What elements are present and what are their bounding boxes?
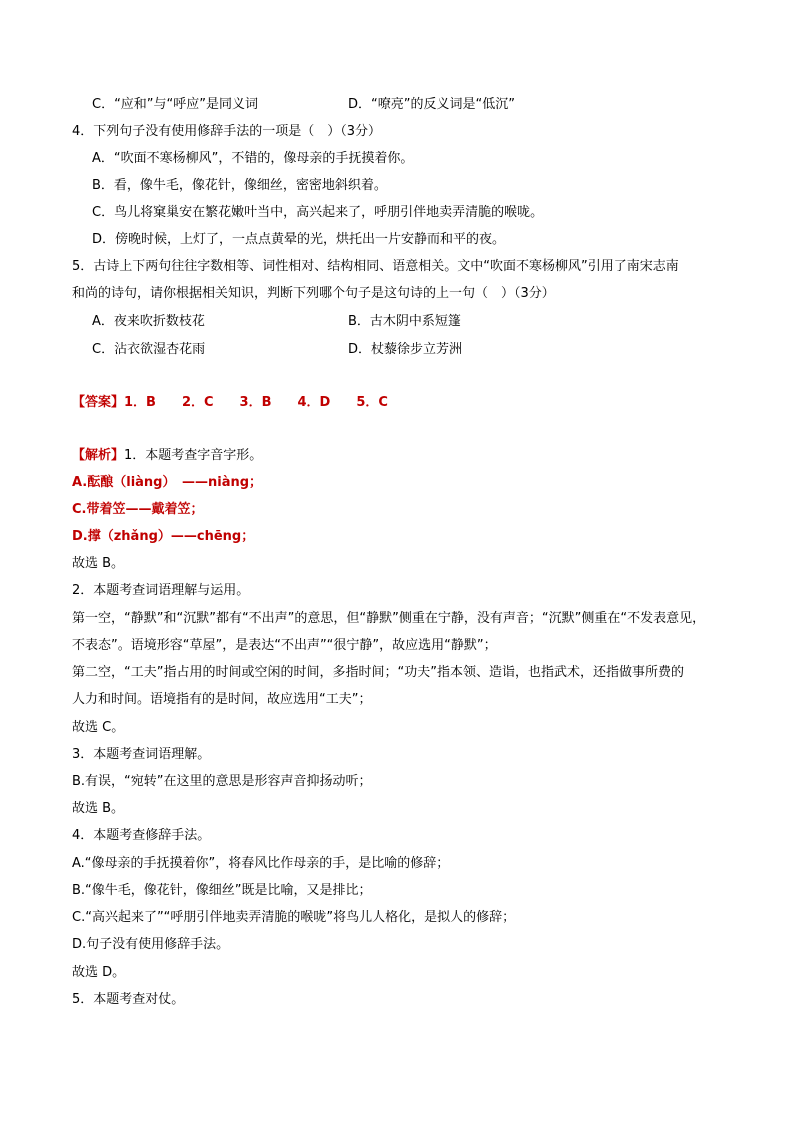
analysis-header: [72, 447, 262, 465]
analysis-q2-p1-line1: 第一空，“静默”和“沉默”都有“不出声”的意思，但“静默”侧重在宁静，没有声音；“沉默”侧重在“不发表意见，: [72, 611, 706, 626]
analysis-q1-title: 1．本题考查字音字形。: [124, 448, 263, 463]
q3-option-c: C．“应和”与“呼应”是同义词: [92, 97, 259, 112]
analysis-q4-title: 4．本题考查修辞手法。: [72, 828, 211, 843]
analysis-q2-p2-line1: 第二空，“工夫”指占用的时间或空闲的时间，多指时间；“功夫”指本领、造诣，也指武术，还指做事所费的: [72, 665, 684, 680]
analysis-q4-d: D.句子没有使用修辞手法。: [72, 937, 230, 952]
analysis-q4-a: A.“像母亲的手抚摸着你”，将春风比作母亲的手，是比喻的修辞；: [72, 856, 450, 871]
q3-option-d: D．“嘹亮”的反义词是“低沉”: [348, 97, 515, 112]
analysis-q5-title: 5．本题考查对仗。: [72, 992, 185, 1007]
q4-option-c: C．鸟儿将窠巢安在繁花嫩叶当中，高兴起来了，呼朋引伴地卖弄清脆的喉咙。: [92, 205, 544, 220]
analysis-q4-choose: 故选 D。: [72, 965, 126, 980]
analysis-q4-c: C.“高兴起来了”“呼朋引伴地卖弄清脆的喉咙”将鸟儿人格化，是拟人的修辞；: [72, 910, 516, 925]
analysis-q1-a: A.酝酿（liàng） ——niàng；: [72, 475, 263, 490]
analysis-q1-c: C.带着笠——戴着笠；: [72, 502, 204, 517]
q5-stem-line1: 5．古诗上下两句往往字数相等、词性相对、结构相同、语意相关。文中“吹面不寒杨柳风”引用了南宋志南: [72, 259, 679, 274]
answer-items: 1．B 2．C 3．B 4．D 5．C: [124, 395, 388, 410]
analysis-q2-title: 2．本题考查词语理解与运用。: [72, 583, 250, 598]
analysis-q2-choose: 故选 C。: [72, 720, 125, 735]
analysis-q3-b: B.有误，“宛转”在这里的意思是形容声音抑扬动听；: [72, 774, 372, 789]
q5-option-a: A．夜来吹折数枝花: [92, 314, 205, 329]
q4-stem: 4．下列句子没有使用修辞手法的一项是（ ）（3分）: [72, 124, 382, 139]
q5-option-d: D．杖藜徐步立芳洲: [348, 342, 463, 357]
analysis-q1-d: D.撑（zhǎng）——chēng；: [72, 529, 255, 544]
analysis-q3-title: 3．本题考查词语理解。: [72, 747, 211, 762]
answer-row: [72, 394, 388, 412]
q5-option-b: B．古木阴中系短篷: [348, 314, 461, 329]
analysis-q3-choose: 故选 B。: [72, 801, 125, 816]
q5-stem-line2: 和尚的诗句，请你根据相关知识，判断下列哪个句子是这句诗的上一句（ ）（3分）: [72, 286, 555, 301]
q4-option-d: D．傍晚时候，上灯了，一点点黄晕的光，烘托出一片安静而和平的夜。: [92, 232, 506, 247]
analysis-q2-p2-line2: 人力和时间。语境指有的是时间，故应选用“工夫”；: [72, 692, 372, 707]
q4-option-a: A．“吹面不寒杨柳风”，不错的，像母亲的手抚摸着你。: [92, 151, 414, 166]
analysis-label: 【解析】: [72, 448, 125, 463]
analysis-q4-b: B.“像牛毛，像花针，像细丝”既是比喻，又是排比；: [72, 883, 372, 898]
q4-option-b: B．看，像牛毛，像花针，像细丝，密密地斜织着。: [92, 178, 387, 193]
answer-label: 【答案】: [72, 395, 125, 410]
analysis-q1-choose: 故选 B。: [72, 556, 125, 571]
analysis-q2-p1-line2: 不表态”。语境形容“草屋”，是表达“不出声”“很宁静”，故应选用“静默”；: [72, 638, 497, 653]
q5-option-c: C．沾衣欲湿杏花雨: [92, 342, 206, 357]
